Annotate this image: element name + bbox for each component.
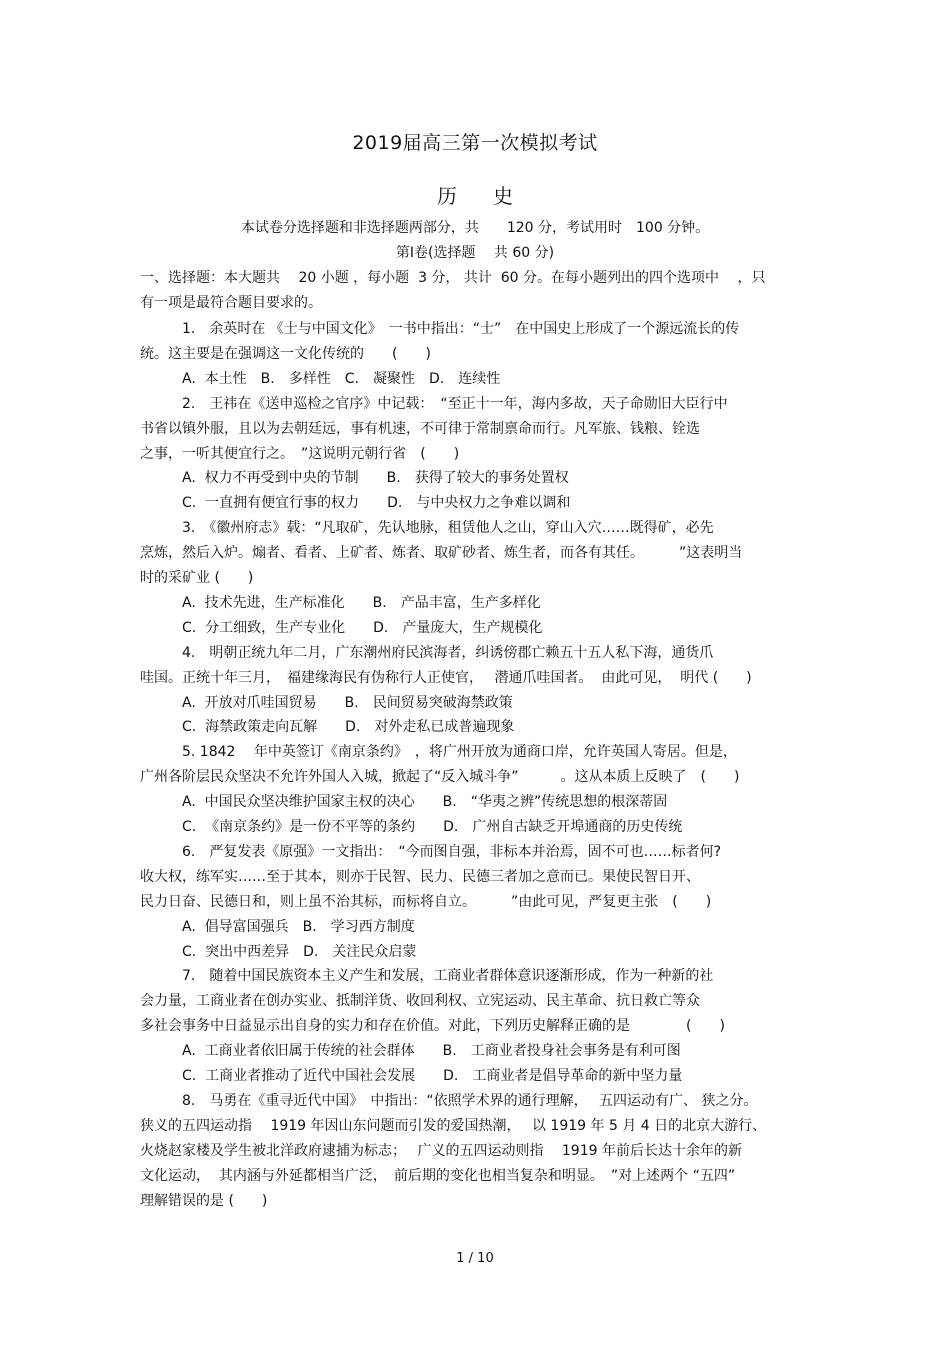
question-text-line: A. 中国民众坚决维护国家主权的决心 B. “华夷之辨”传统思想的根深蒂固 [140, 794, 668, 811]
part-heading: 第Ⅰ卷(选择题 共 60 分) [395, 245, 555, 261]
exam-intro: 本试卷分选择题和非选择题两部分，共 120 分，考试用时 100 分钟。 [240, 220, 710, 236]
question-text-line: 民力日奋、民德日和，则上虽不治其标，而标将自立。 ”由此可见，严复更主张 ( ) [140, 893, 712, 910]
question-text-line: 火烧赵家楼及学生被北洋政府逮捕为标志； 广义的五四运动则指 1919 年前后长达十余年的新 [140, 1142, 742, 1159]
question-text-line: A. 开放对爪哇国贸易 B. 民间贸易突破海禁政策 [140, 694, 513, 711]
question-text-line: C. 一直拥有便宜行事的权力 D. 与中央权力之争难以调和 [140, 495, 571, 512]
exam-title: 2019届高三第一次模拟考试 [352, 132, 598, 154]
question-text-line: 2. 王祎在《送申巡检之官序》中记载： “至正十一年，海内多故，天子命勋旧大臣行中 [140, 395, 728, 412]
question-text-line: 书省以镇外服，且以为去朝廷远，事有机速，不可律于常制禀命而行。凡军旅、钱粮、铨选 [140, 420, 700, 437]
question-text-line: 收大权，练军实……至于其本，则亦于民智、民力、民德三者加之意而已。果使民智日开、 [140, 868, 700, 885]
question-text-line: A. 倡导富国强兵 B. 学习西方制度 [140, 918, 415, 935]
question-text-line: 广州各阶层民众坚决不允许外国人入城，掀起了“反入城斗争” 。这从本质上反映了 ( ) [140, 769, 740, 786]
question-text-line: 6. 严复发表《原强》一文指出： “今而图自强，非标本并治焉，固不可也……标者何? [140, 843, 722, 860]
question-text-line: A. 技术先进，生产标准化 B. 产品丰富，生产多样化 [140, 594, 541, 611]
question-text-line: 4. 明朝正统九年二月，广东潮州府民滨海者，纠诱傍郡亡赖五十五人私下海，通货爪 [140, 644, 714, 661]
question-text-line: 3. 《徽州府志》载：“凡取矿，先认地脉，租赁他人之山，穿山入穴……既得矿，必先 [140, 520, 714, 537]
question-text-line: C. 突出中西差异 D. 关注民众启蒙 [140, 943, 417, 960]
question-text-line: 时的采矿业 ( ) [140, 570, 254, 586]
question-text-line: A. 本土性 B. 多样性 C. 凝聚性 D. 连续性 [140, 370, 501, 387]
question-text-line: 多社会事务中日益显示出自身的实力和存在价值。对此，下列历史解释正确的是 ( ) [140, 1018, 725, 1035]
question-text-line: 理解错误的是 ( ) [140, 1192, 268, 1209]
question-text-line: 5. 1842 年中英签订《南京条约》 ，将广州开放为通商口岸，允许英国人寄居。但是， [140, 744, 737, 761]
question-text-line: 统。这主要是在强调这一文化传统的 ( ) [140, 345, 431, 362]
question-text-line: C. 分工细致，生产专业化 D. 产量庞大，生产规模化 [140, 619, 543, 636]
question-text-line: 8. 马勇在《重寻近代中国》 中指出：“依照学术界的通行理解， 五四运动有广、 狭之分。 [140, 1092, 758, 1109]
question-text-line: C. 海禁政策走向瓦解 D. 对外走私已成普遍现象 [140, 719, 515, 736]
exam-subject: 历史 [437, 184, 549, 208]
section-instruction-line-1: 一、选择题：本大题共 20 小题 ，每小题 3 分， 共计 60 分。在每小题列出的四个选项中 ，只 [140, 270, 766, 286]
question-text-line: 哇国。正统十年三月， 福建缘海民有伪称行人正使官， 潜通爪哇国者。 由此可见， 明代 ( ) [140, 669, 752, 686]
section-instruction-line-2: 有一项是最符合题目要求的。 [140, 295, 322, 311]
page-number: 1 / 10 [456, 1251, 494, 1266]
question-text-line: 狭义的五四运动指 1919 年因山东问题而引发的爱国热潮， 以 1919 年 5 月 4 日的北京大游行、 [140, 1117, 767, 1134]
question-text-line: 文化运动， 其内涵与外延都相当广泛， 前后期的变化也相当复杂和明显。 ”对上述两个 “五四” [140, 1167, 736, 1184]
question-text-line: C. 工商业者推动了近代中国社会发展 D. 工商业者是倡导革命的新中坚力量 [140, 1068, 683, 1084]
question-text-line: 会力量，工商业者在创办实业、抵制洋货、收回利权、立宪运动、民主革命、抗日救亡等众 [140, 993, 700, 1010]
question-text-line: 烹炼，然后入炉。煽者、看者、上矿者、炼者、取矿砂者、炼生者，而各有其任。 ”这表明当 [140, 545, 743, 562]
question-text-line: 7. 随着中国民族资本主义产生和发展，工商业者群体意识逐渐形成，作为一种新的社 [140, 968, 714, 985]
question-text-line: 1. 余英时在 《士与中国文化》 一书中指出：“士” 在中国史上形成了一个源远流长的传 [140, 321, 740, 337]
question-text-line: A. 工商业者依旧属于传统的社会群体 B. 工商业者投身社会事务是有利可图 [140, 1043, 681, 1060]
question-text-line: 之事，一听其便宜行之。 ”这说明元朝行省 ( ) [140, 445, 460, 462]
question-text-line: A. 权力不再受到中央的节制 B. 获得了较大的事务处置权 [140, 470, 569, 487]
question-text-line: C. 《南京条约》是一份不平等的条约 D. 广州自古缺乏开埠通商的历史传统 [140, 819, 683, 835]
